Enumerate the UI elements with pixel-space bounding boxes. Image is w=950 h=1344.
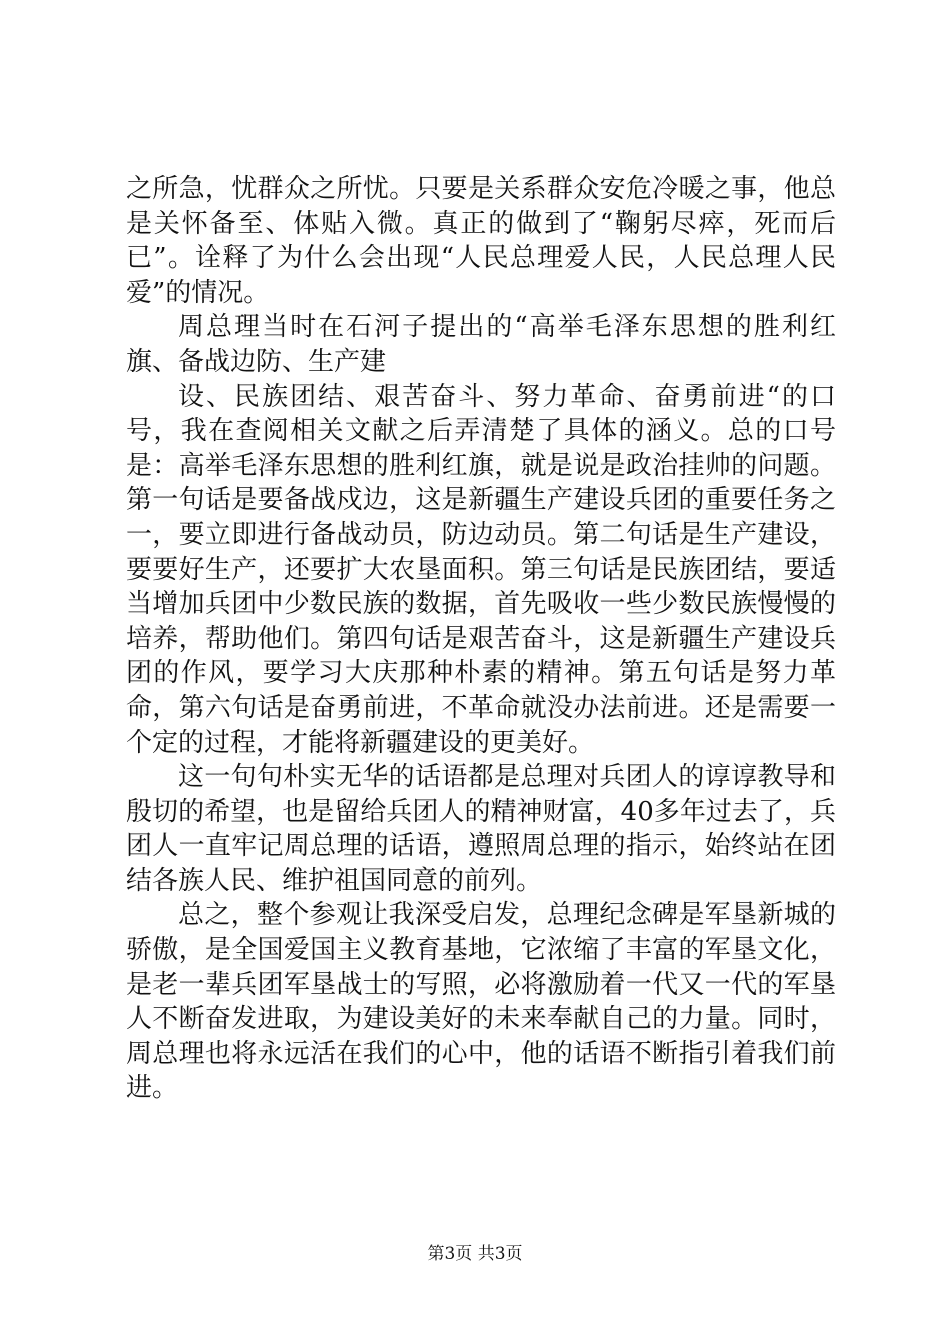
paragraph-1: 之所急，忧群众之所忧。只要是关系群众安危冷暖之事，他总是关怀备至、体贴入微。真正的做到了“鞠躬尽瘁，死而后已”。诠释了为什么会出现“人民总理爱人民，人民总理人民爱”的情况。 [126, 174, 836, 308]
document-body [126, 172, 836, 1106]
page-footer: 第3页 共3页 [427, 1244, 523, 1264]
paragraph-5: 总之，整个参观让我深受启发，总理纪念碑是军垦新城的骄傲，是全国爱国主义教育基地，它浓缩了丰富的军垦文化，是老一辈兵团军垦战士的写照，必将激励着一代又一代的军垦人不断奋发进取，为建设美好的未来奉献自己的力量。同时，周总理也将永远活在我们的心中，他的话语不断指引着我们前进。 [126, 900, 836, 1104]
paragraph-3: 设、民族团结、艰苦奋斗、努力革命、奋勇前进“的口号，我在查阅相关文献之后弄清楚了具体的涵义。总的口号是：高举毛泽东思想的胜利红旗，就是说是政治挂帅的问题。第一句话是要备战戍边，这是新疆生产建设兵团的重要任务之一，要立即进行备战动员，防边动员。第二句话是生产建设，要要好生产，还要扩大农垦面积。第三句话是民族团结，要适当增加兵团中少数民族的数据，首先吸收一些少数民族慢慢的培养，帮助他们。第四句话是艰苦奋斗，这是新疆生产建设兵团的作风，要学习大庆那种朴素的精神。第五句话是努力革命，第六句话是奋勇前进，不革命就没办法前进。还是需要一个定的过程，才能将新疆建设的更美好。 [126, 381, 836, 758]
paragraph-2: 周总理当时在石河子提出的“高举毛泽东思想的胜利红旗、备战边防、生产建 [126, 312, 836, 377]
paragraph-4: 这一句句朴实无华的话语都是总理对兵团人的谆谆教导和殷切的希望，也是留给兵团人的精神财富，40多年过去了，兵团人一直牢记周总理的话语，遵照周总理的指示，始终站在团结各族人民、维护祖国同意的前列。 [126, 762, 836, 896]
